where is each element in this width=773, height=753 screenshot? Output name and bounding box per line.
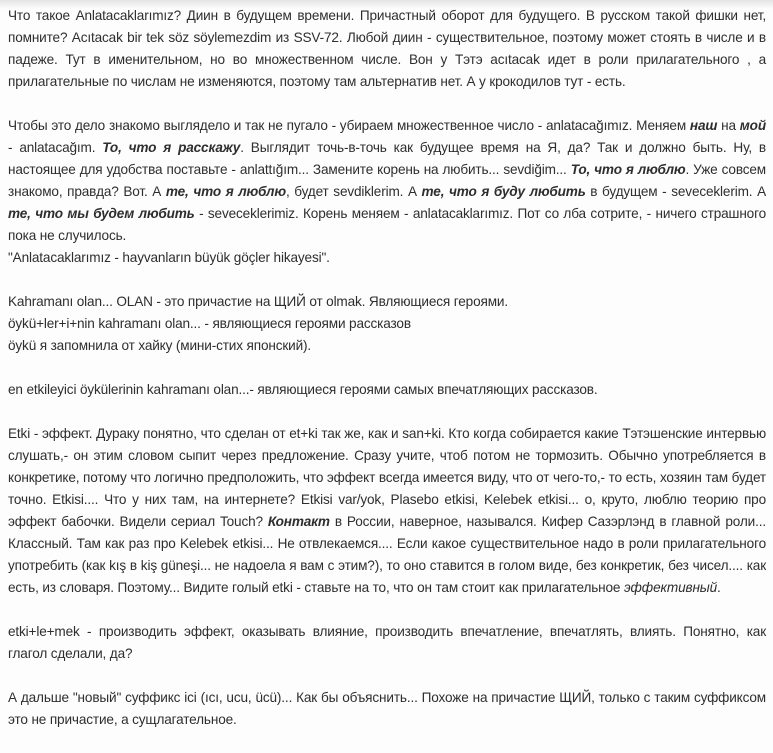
paragraph-7 — [8, 687, 766, 731]
paragraph-6 — [8, 621, 766, 665]
emphasis-text: То, что я расскажу — [102, 140, 241, 155]
paragraph-text: Что такое Anlatacaklarımız? Диин в будущем времени. Причастный оборот для будущего. В русском такой фишки нет, помните? Acıtacak bir tek söz söylemezdim из SSV-72. Любой диин - существительное, поэтому может стоять в числе и в падеже. Тут в именительном, но во множественном числе. Вон у Тэтэ acıtacak идет в роли прилагательного , а прилагательные по числам не изменяются, поэтому там альтернатив нет. А у крокодилов тут - есть. — [8, 8, 766, 89]
text-line: öykü я запомнила от хайку (мини-стих японский). — [8, 338, 312, 353]
paragraph-text: Чтобы это дело знакомо выглядело и так не пугало - убираем множественное число - anlatacağımız. Меняем — [8, 118, 690, 133]
emphasis-text: те, что мы будем любить — [8, 206, 195, 221]
emphasis-text: эффективный — [623, 580, 718, 595]
paragraph-4 — [8, 379, 766, 401]
emphasis-text: те, что я буду любить — [421, 184, 586, 199]
paragraph-text: на — [717, 118, 740, 133]
paragraph-text: в будущем - seveceklerim. А — [585, 184, 766, 199]
quote-line: "Anlatacaklarımız - hayvanların büyük göçler hikayesi". — [8, 250, 330, 265]
paragraph-2 — [8, 115, 766, 269]
text-line: Kahramanı olan... OLAN - это причастие на ЩИЙ от olmak. Являющиеся героями. — [8, 294, 508, 309]
paragraph-text: - anlatacağım. — [8, 140, 103, 155]
emphasis-text: Контакт — [267, 514, 330, 529]
paragraph-5 — [8, 423, 766, 599]
text-line: öykü+ler+i+nin kahramanı olan... - являющиеся героями рассказов — [8, 316, 411, 331]
paragraph-text: . — [717, 580, 721, 595]
emphasis-text: наш — [689, 118, 718, 133]
paragraph-text: etki+le+mek - производить эффект, оказывать влияние, производить впечатление, впечатлять, влиять. Понятно, как глагол сделали, да? — [8, 624, 766, 661]
emphasis-text: То, что я люблю — [570, 162, 686, 177]
emphasis-text: мой — [739, 118, 766, 133]
paragraph-text: в России, наверное, назывался. Кифер Сазэрлэнд в главной роли... Классный. Там как раз про Kelebek etkisi... Не отвлекаемся.... Если какое существительное надо в роли прилагательного употребить (как kış в kiş güneşi... не надоела я вам с этим?), то оно ставится в голом виде, без конкретик, без чисел.... как есть, из словаря. Поэтому... Видите голый etki - ставьте на то, что он там стоит как прилагательное — [8, 514, 766, 595]
emphasis-text: те, что я люблю — [165, 184, 286, 199]
paragraph-text: . Выглядит точь-в-точь как будущее время на Я, да? Так и должно быть. Ну, в настоящее для удобства поставьте - anlattığım... Замените корень на любить... sevdiğim... — [8, 140, 767, 177]
text-line: en etkileyici öykülerinin kahramanı olan...- являющиеся героями самых впечатляющих рассказов. — [8, 382, 598, 397]
article-body — [8, 5, 766, 753]
paragraph-3 — [8, 291, 766, 357]
paragraph-text: , будет sevdiklerim. А — [285, 184, 422, 199]
paragraph-text: А дальше "новый" суффикс ici (ıcı, ucu, ücü)... Как бы объяснить... Похоже на причастие ЩИЙ, только с таким суффиксом это не причастие, а сущлагательное. — [8, 690, 766, 727]
paragraph-text: . Уже совсем знакомо, правда? Вот. А — [8, 162, 766, 199]
paragraph-text: - seveceklerimiz. Корень меняем - anlatacaklarımız. Пот со лба сотрите, - ничего страшного пока не случилось. — [8, 206, 767, 243]
paragraph-1 — [8, 5, 766, 93]
paragraph-text: Etki - эффект. Дураку понятно, что сделан от et+ki так же, как и san+ki. Кто когда собирается какие Тэтэшенские интервью слушать,- он этим словом сыпит через предложение. Сразу учите, чтоб потом не тормозить. Обычно употребляется в конкретике, потому что логично предположить, что эффект всегда имеется виду, что от чего-то,- то есть, хозяин там будет точно. Etkisi.... Что у них там, на интернете? Etkisi var/yok, Plasebo etkisi, Kelebek etkisi... о, круто, люблю теорию про эффект бабочки. Видели сериал Touch? — [8, 426, 766, 529]
